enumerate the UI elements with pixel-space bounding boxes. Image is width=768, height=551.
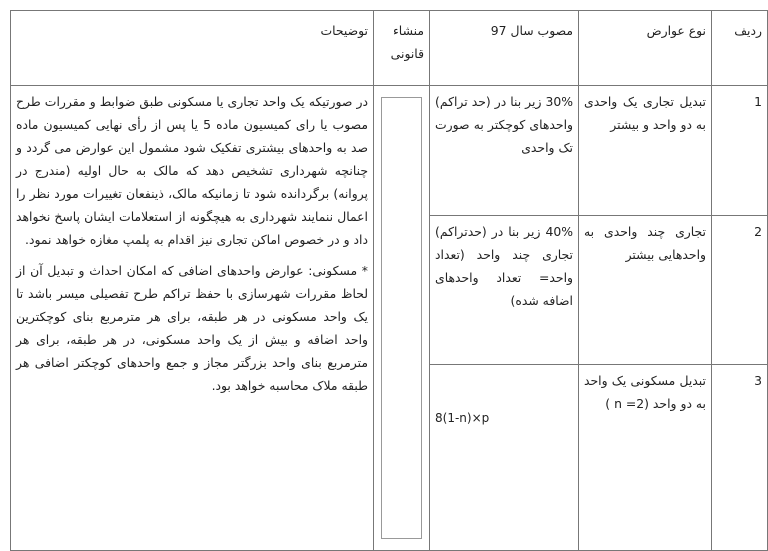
description-commercial: در صورتیکه یک واحد تجاری یا مسکونی طبق ضوابط و مقررات طرح مصوب یا رای کمیسیون ماده 5 یا پس از رأی نهایی کمیسیون ماده صد به واحدهای بیشتری تفکیک شود مشمول این عوارض می گردد و چنانچه شهرداری تشخیص دهد که مالک به حال اولیه (مندرج در پروانه) برگردانده شود تا زمانیکه مالک، ذینفعان تغییرات مورد نظر را اعمال ننمایند شهرداری به هیچگونه از استعلامات ایشان پاسخ نخواهد داد و در خصوص اماکن تجاری نیز اقدام به پلمپ مغازه خواهد نمود.	[16, 94, 368, 247]
legal-origin-box	[381, 97, 422, 539]
formula: 8(1-n)×p	[435, 411, 490, 426]
approved-cell: 30% زیر بنا در (حد تراکم) واحدهای کوچکتر به صورت تک واحدی	[430, 86, 579, 216]
description-cell	[11, 86, 374, 551]
header-fee-type: نوع عوارض	[579, 11, 712, 86]
legal-origin-cell	[374, 86, 430, 551]
row-number: 2	[712, 215, 768, 365]
header-legal-origin: منشاء قانونی	[374, 11, 430, 86]
header-approved-97: مصوب سال 97	[430, 11, 579, 86]
fee-type-cell: تجاری چند واحدی به واحدهایی بیشتر	[579, 215, 712, 365]
fees-table	[10, 10, 768, 551]
table-row	[11, 86, 768, 216]
row-number: 3	[712, 365, 768, 551]
fee-type-cell: تبدیل تجاری یک واحدی به دو واحد و بیشتر	[579, 86, 712, 216]
approved-cell	[430, 365, 579, 551]
description-residential: * مسکونی: عوارض واحدهای اضافی که امکان احداث و تبدیل آن از لحاظ مقررات شهرسازی با حفظ تراکم طرح تفصیلی میسر باشد تا یک واحد مسکونی در هر طبقه، برای هر مترمربع بنای کوچکترین واحد اضافه و بیش از یک واحد مسکونی، در هر طبقه، برای هر مترمربع بنای واحد بزرگتر مجاز و جمع واحدهای کوچکتر اضافی هر طبقه ملاک محاسبه خواهد بود.	[16, 263, 368, 393]
fee-type-cell: تبدیل مسکونی یک واحد به دو واحد (2= n )	[579, 365, 712, 551]
header-row-number: ردیف	[712, 11, 768, 86]
approved-cell: 40% زیر بنا در (حدتراکم) تجاری چند واحد (تعداد واحد= تعداد واحدهای اضافه شده)	[430, 215, 579, 365]
header-description: توضیحات	[11, 11, 374, 86]
table-header-row	[11, 11, 768, 86]
row-number: 1	[712, 86, 768, 216]
